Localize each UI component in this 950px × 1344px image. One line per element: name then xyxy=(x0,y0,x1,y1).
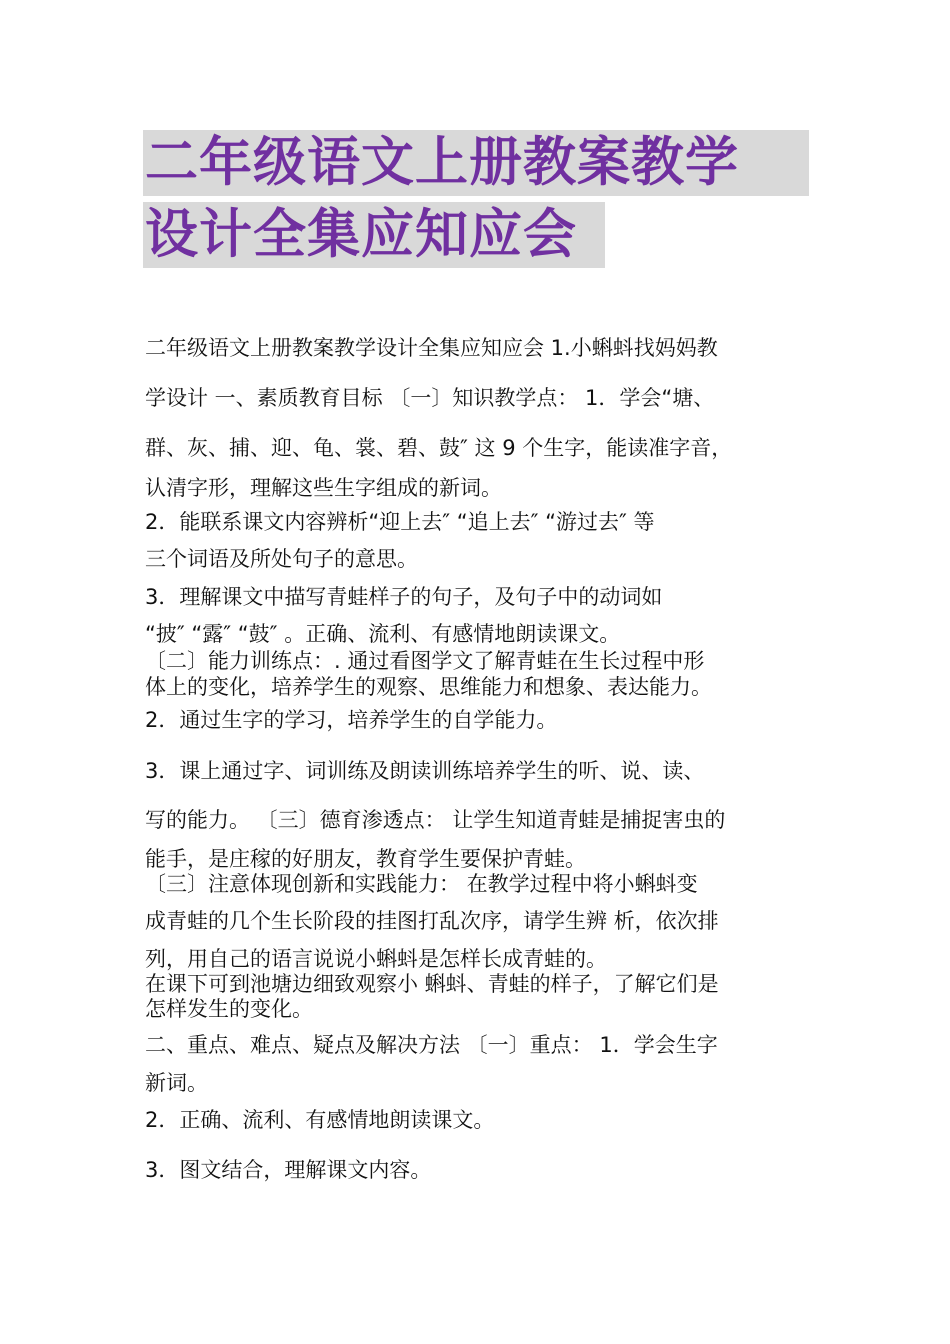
body-line: 能手，是庄稼的好朋友，教育学生要保护青蛙。 xyxy=(145,847,586,871)
body-line: 2．正确、流利、有感情地朗读课文。 xyxy=(145,1108,495,1132)
document-title-line-2: 设计全集应知应会 xyxy=(143,202,605,268)
body-line: 3．理解课文中描写青蛙样子的句子，及句子中的动词如 xyxy=(145,585,663,609)
body-line: 3．图文结合，理解课文内容。 xyxy=(145,1158,432,1182)
body-line: 二年级语文上册教案教学设计全集应知应会 1.小蝌蚪找妈妈教 xyxy=(145,336,718,360)
body-line: 新词。 xyxy=(145,1071,208,1095)
body-line: 3．课上通过字、词训练及朗读训练培养学生的听、说、读、 xyxy=(145,759,705,783)
body-line: 成青蛙的几个生长阶段的挂图打乱次序，请学生辨 析，依次排 xyxy=(145,909,719,933)
body-line: 体上的变化，培养学生的观察、思维能力和想象、表达能力。 xyxy=(145,675,712,699)
body-line: 2．通过生字的学习，培养学生的自学能力。 xyxy=(145,708,558,732)
body-line: 群、灰、捕、迎、龟、裳、碧、鼓″ 这 9 个生字，能读准字音， xyxy=(145,436,733,460)
body-line: 在课下可到池塘边细致观察小 蝌蚪、青蛙的样子，了解它们是 xyxy=(145,972,719,996)
document-title-line-1: 二年级语文上册教案教学 xyxy=(143,130,809,196)
body-line: 2．能联系课文内容辨析“迎上去″ “追上去″ “游过去″ 等 xyxy=(145,510,655,534)
body-line: 〔二〕能力训练点：. 通过看图学文了解青蛙在生长过程中形 xyxy=(145,649,705,673)
body-line: 三个词语及所处句子的意思。 xyxy=(145,547,418,571)
body-line: 学设计 一、素质教育目标 〔一〕知识教学点： 1．学会“塘、 xyxy=(145,386,715,410)
body-line: “披″ “露″ “鼓″ 。正确、流利、有感情地朗读课文。 xyxy=(145,622,621,646)
body-line: 写的能力。 〔三〕德育渗透点： 让学生知道青蛙是捕捉害虫的 xyxy=(145,808,726,832)
body-line: 怎样发生的变化。 xyxy=(145,997,313,1021)
body-line: 二、重点、难点、疑点及解决方法 〔一〕重点： 1．学会生字 xyxy=(145,1033,718,1057)
body-line: 列，用自己的语言说说小蝌蚪是怎样长成青蛙的。 xyxy=(145,947,607,971)
body-line: 〔三〕注意体现创新和实践能力： 在教学过程中将小蝌蚪变 xyxy=(145,872,698,896)
body-line: 认清字形，理解这些生字组成的新词。 xyxy=(145,476,502,500)
